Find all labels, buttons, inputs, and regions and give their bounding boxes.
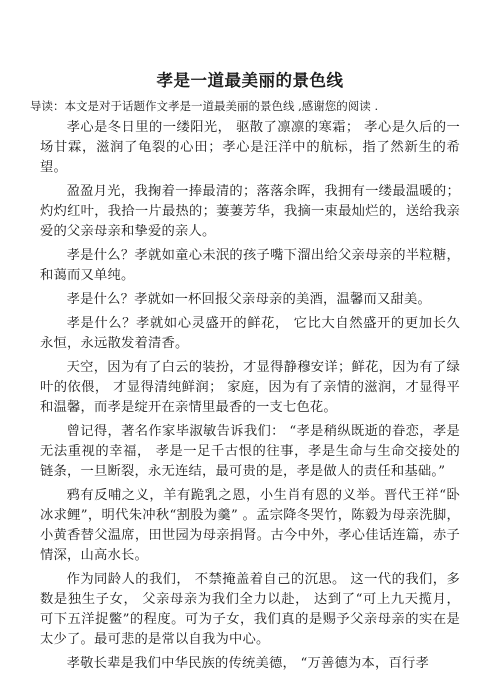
paragraph: 鸦有反哺之义，羊有跪乳之恩，小生肖有恩的义举。晋代王祥“卧冰求鲤”，明代朱冲秋“割股为羹” 。孟宗降冬哭竹，陈毅为母亲洗脚，小黄香替父温席，田世园为母亲捐肾。古今中外，孝心佳话连篇，赤子情深，山高水长。: [40, 488, 460, 563]
paragraph: 作为同龄人的我们， 不禁掩盖着自己的沉思。 这一代的我们，多数是独生子女， 父亲母亲为我们全力以赴， 达到了“可上九天揽月，可下五洋捉鳖”的程度。可为子女，我们真的是赐予父亲母亲的实在是太少了。最可悲的是常以自我为中心。: [40, 572, 460, 647]
paragraph: 孝心是冬日里的一缕阳光， 驱散了凛凛的寒霜； 孝心是久后的一场甘霖，滋润了龟裂的心田；孝心是汪洋中的航标，指了然新生的希望。: [40, 120, 460, 175]
article-title: 孝是一道最美丽的景色线: [156, 71, 344, 90]
paragraph: 孝是什么？孝就如一杯回报父亲母亲的美酒，温馨而又甜美。: [66, 292, 432, 307]
paragraph: 孝是什么？孝就如童心未泯的孩子嘴下溜出给父亲母亲的半粒糖，和蔼而又单纯。: [40, 248, 460, 283]
article-intro: 导读：本文是对于话题作文孝是一道最美丽的景色线 ,感谢您的阅读 .: [30, 99, 379, 113]
paragraph: 盈盈月光，我掬着一捧最清的；落落余晖，我拥有一缕最温暖的；灼灼红叶，我拾一片最热的；萋萋芳华，我摘一束最灿烂的，送给我亲爱的父亲母亲和挚爱的亲人。: [40, 184, 460, 239]
paragraph: 曾记得，著名作家毕淑敏告诉我们： “孝是稍纵既逝的眷恋，孝是无法重视的幸福， 孝是一足千古恨的往事，孝是生命与生命交接处的链条，一旦断裂，永无连结，最可贵的是，孝是做人的责任和基础。”: [40, 424, 460, 479]
paragraph: 孝是什么？孝就如心灵盛开的鲜花， 它比大自然盛开的更加长久永恒，永远散发着清香。: [40, 316, 460, 351]
paragraph: 孝敬长辈是我们中华民族的传统美德， “万善德为本，百行孝: [66, 656, 429, 671]
paragraph: 天空，因为有了白云的装扮，才显得静穆安详；鲜花，因为有了绿叶的依偎， 才显得清纯鲜润； 家庭，因为有了亲情的滋润，才显得平和温馨，而孝是绽开在亲情里最香的一支七色花。: [40, 360, 460, 415]
